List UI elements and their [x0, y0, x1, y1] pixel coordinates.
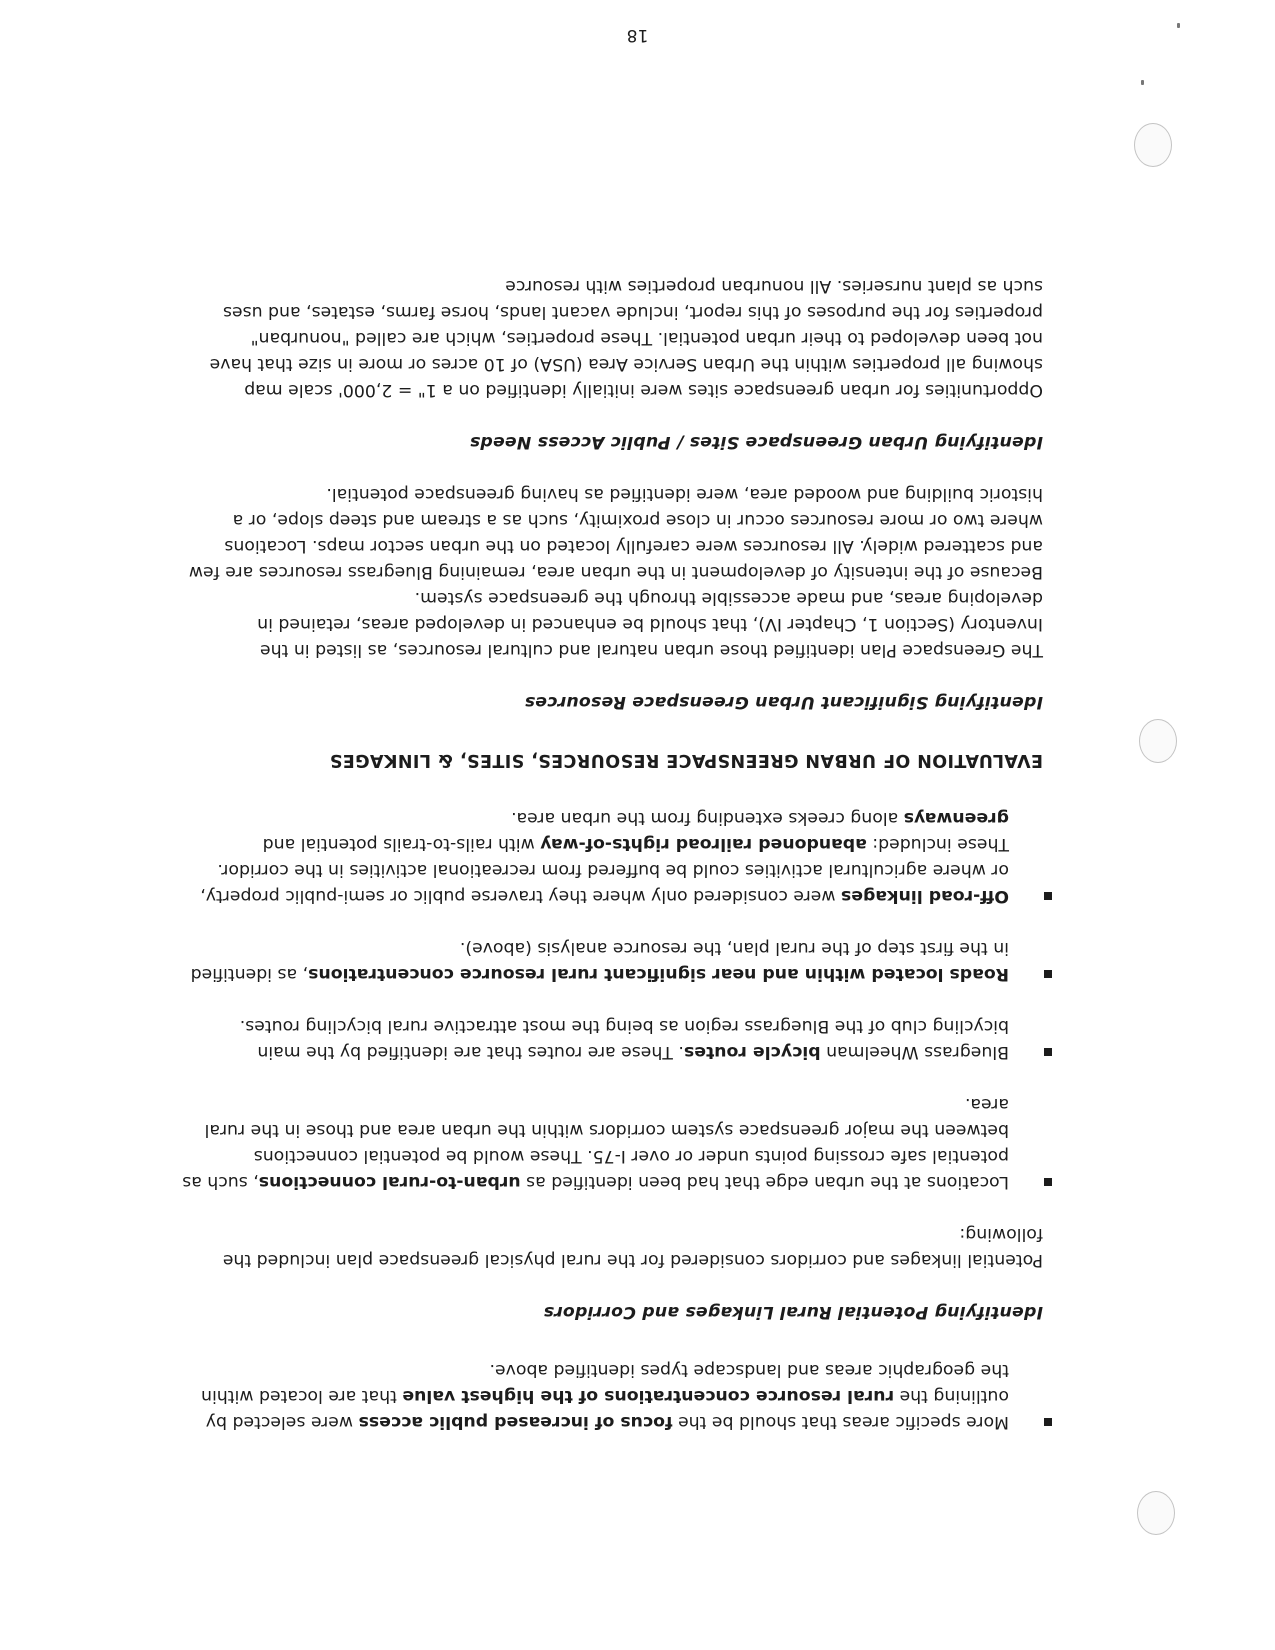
- paragraph-roads: Roads located within and near significant rural resource concentrations, as identified in the first step of the rural plan, the resource analysis (above).: [190, 938, 1009, 984]
- bullet-square: [1044, 1178, 1052, 1186]
- paragraph-off-road: Off-road linkages were considered only where they traverse public or semi-public property, or where agricultural activities could be buffered from recreational activities in the corridor. These included: abandoned railroad rights-of-way with rails-to-trails potential and greenways along creeks extending from the urban area.: [200, 808, 1009, 906]
- punch-hole-bottom: [1134, 123, 1172, 167]
- list-item: [178, 1091, 1043, 1195]
- list-item: [178, 1013, 1043, 1065]
- heading-rural-linkages: Identifying Potential Rural Linkages and Corridors: [543, 1302, 1043, 1322]
- paragraph-urban-resources-2: Because of the intensity of development in the urban area, remaining Bluegrass resources are few and scattered widely. All resources were carefully located on the urban sector maps. Locations where two or more resources occur in close proximity, such as a stream and steep slope, or a historic building and wooded area, were identified as having greenspace potential.: [188, 484, 1043, 582]
- list-item: [178, 935, 1043, 987]
- list-item: [178, 805, 1043, 909]
- bullet-square: [1044, 892, 1052, 900]
- paragraph-bicycle-routes: Bluegrass Wheelman bicycle routes. These are routes that are identified by the main bicycling club of the Bluegrass region as being the most attractive rural bicycling routes.: [239, 1016, 1009, 1062]
- section-title: EVALUATION OF URBAN GREENSPACE RESOURCES, SITES, & LINKAGES: [329, 750, 1043, 770]
- page-number: 18: [626, 25, 649, 45]
- scan-speck: [1141, 80, 1144, 85]
- punch-hole-top: [1137, 1491, 1175, 1535]
- heading-urban-resources: Identifying Significant Urban Greenspace Resources: [524, 692, 1043, 712]
- paragraph-urban-sites: Opportunities for urban greenspace sites were initially identified on a 1" = 2,000' scale map showing all properties within the Urban Service Area (USA) of 10 acres or more in size that have not been developed to their urban potential. These properties, which are called "nonurban" properties for the purposes of this report, include vacant lands, horse farms, estates, and uses such as plant nurseries. All nonurban properties with resource: [209, 276, 1043, 400]
- paragraph-urban-to-rural: Locations at the urban edge that had been identified as urban-to-rural connections, such as potential safe crossing points under or over I-75. These would be potential connections between the major greenspace system corridors within the urban area and those in the rural area.: [182, 1094, 1009, 1192]
- paragraph-rural-linkages-intro: Potential linkages and corridors considered for the rural physical greenspace plan included the following:: [222, 1224, 1043, 1270]
- paragraph-public-access: More specific areas that should be the focus of increased public access were selected by outlining the rural resource concentrations of the highest value that are located within the geographic areas and landscape types identified above.: [201, 1360, 1009, 1432]
- punch-hole-middle: [1139, 719, 1177, 763]
- page-body: [178, 273, 1043, 1435]
- list-item: [178, 1357, 1043, 1435]
- heading-urban-sites: Identifying Urban Greenspace Sites / Public Access Needs: [469, 432, 1043, 452]
- bullet-square: [1044, 1418, 1052, 1426]
- bullet-square: [1044, 970, 1052, 978]
- paragraph-urban-resources-1: The Greenspace Plan identified those urban natural and cultural resources, as listed in the Inventory (Section 1, Chapter IV), that should be enhanced in developed areas, retained in developing areas, and made accessible through the greenspace system.: [257, 588, 1043, 660]
- bullet-square: [1044, 1048, 1052, 1056]
